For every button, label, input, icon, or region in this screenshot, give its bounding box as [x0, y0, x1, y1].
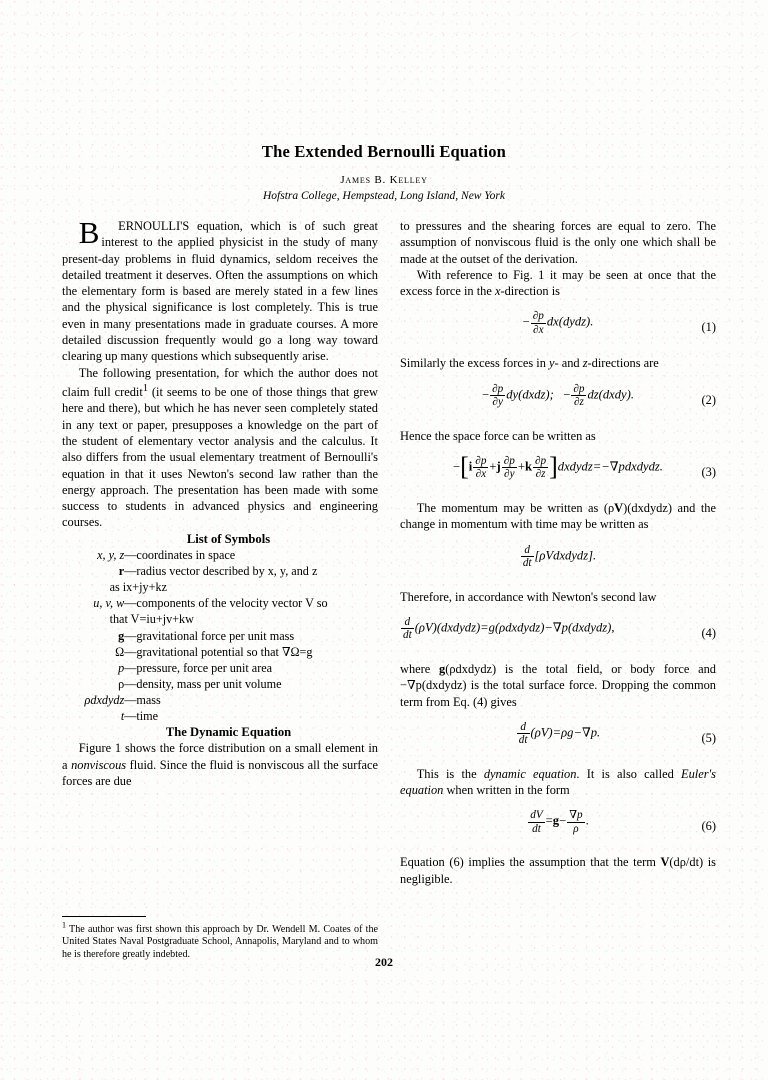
- eq2-numerator-2: ∂p: [573, 382, 585, 395]
- closing-velocity-symbol: V: [660, 855, 670, 870]
- symbol-term: x, y, z: [97, 548, 125, 563]
- fig-ref-text-b: -direction is: [500, 284, 560, 299]
- z-symbol: z: [582, 356, 588, 371]
- similarly-text-b: -directions are: [587, 356, 659, 371]
- symbol-term: ρ: [118, 676, 125, 691]
- symbol-continuation: as ix+jy+kz: [109, 580, 167, 595]
- equation-number-3: (3): [701, 465, 716, 480]
- eq6-period: .: [585, 813, 589, 828]
- eq3-numerator-x: ∂p: [475, 455, 487, 468]
- eq4a-tail: [ρVdxdydz].: [534, 548, 597, 563]
- symbol-term: ρdxdydz: [84, 692, 125, 707]
- symbol-dash: —: [124, 548, 137, 563]
- symbol-dash: —: [124, 628, 137, 643]
- momentum-text-a: The momentum may be written as (ρ: [416, 501, 615, 516]
- symbol-dash: —: [124, 564, 137, 579]
- page-number: 202: [375, 955, 393, 969]
- body-force-text-b: (ρdxdydz) is the total field, or body force and −∇p(dxdydz) is the total surface force. Dropping the common term from Eq. (4) gives: [400, 661, 716, 709]
- right-paragraph-9: [400, 854, 716, 887]
- eq2-denominator-1: ∂y: [490, 395, 505, 408]
- eq4-tail: (ρV)(dxdydz)=g(ρdxdydz)−∇p(dxdydz),: [414, 620, 615, 635]
- equation-1: [400, 310, 716, 344]
- dynamic-text-a: Figure 1 shows the force distribution on a small element in a: [62, 741, 378, 772]
- author-affiliation: Hofstra College, Hempstead, Long Island, New York: [262, 190, 506, 202]
- symbol-dash: —: [124, 660, 137, 675]
- list-item: [62, 563, 378, 595]
- section-heading-dynamic: The Dynamic Equation: [165, 725, 292, 740]
- eq3-lead-minus: −: [453, 459, 461, 474]
- gravity-vector-symbol: g: [439, 661, 446, 676]
- closing-text-b: (dρ/dt) is negligible.: [400, 855, 716, 886]
- eq3-fraction-z: [533, 455, 548, 480]
- list-item: [62, 692, 378, 708]
- author-name: James B. Kelley: [340, 174, 428, 186]
- symbol-dash: —: [124, 676, 137, 691]
- eq1-denominator: ∂x: [531, 323, 546, 336]
- symbol-definition: gravitational force per unit mass: [136, 628, 295, 643]
- symbol-term: t: [120, 709, 125, 723]
- list-item: [62, 628, 378, 644]
- eq3-numerator-y: ∂p: [503, 455, 515, 468]
- equation-momentum-rate: [400, 544, 716, 578]
- eq3-denominator-y: ∂y: [502, 467, 517, 480]
- eq5-tail: (ρV)=ρg−∇p.: [530, 725, 601, 740]
- eq3-numerator-z: ∂p: [534, 455, 547, 468]
- eq2-tail-2: dz(dxdy).: [587, 387, 634, 402]
- eq5-numerator: d: [520, 720, 526, 733]
- intro-paragraph: [62, 215, 378, 365]
- eq1-minus: −: [522, 314, 530, 329]
- dynamic-equation-term: dynamic equation: [483, 766, 577, 781]
- equation-number-6: (6): [701, 819, 716, 834]
- right-paragraph-6: Therefore, in accordance with Newton's second law: [400, 589, 657, 604]
- body-force-text-a: where: [400, 661, 440, 676]
- eq1-numerator: ∂p: [532, 310, 544, 323]
- right-paragraph-3: [400, 355, 716, 371]
- eq6-minus: −: [559, 813, 567, 828]
- right-paragraph-2: [400, 267, 716, 300]
- page-title: The Extended Bernoulli Equation: [261, 142, 507, 161]
- symbol-definition: components of the velocity vector V so: [136, 596, 328, 611]
- y-symbol: y: [549, 356, 555, 371]
- symbol-definition: radius vector described by x, y, and z: [136, 564, 318, 579]
- symbol-definition: time: [136, 709, 159, 723]
- eq3-fraction-x: [473, 455, 488, 480]
- credit-paragraph: [62, 365, 378, 531]
- symbol-list: [62, 547, 378, 724]
- eq2-fraction-1: [490, 383, 505, 408]
- eq6-fraction-left: [528, 809, 544, 834]
- right-paragraph-1: to pressures and the shearing forces are equal to zero. The assumption of nonviscous fluid is the only one which shall be made at the outset of the derivation.: [400, 219, 716, 266]
- footnote: [62, 916, 378, 961]
- eq5-fraction: [517, 721, 530, 746]
- equation-number-1: (1): [701, 320, 716, 335]
- symbol-term: g: [118, 628, 125, 643]
- symbol-dash: —: [124, 644, 137, 659]
- similarly-mid: - and: [554, 356, 583, 371]
- x-symbol: x: [494, 284, 501, 299]
- right-paragraph-5: [400, 500, 716, 533]
- eq6-denominator-right: ρ: [567, 822, 584, 835]
- credit-text-b: (it seems to be one of those things that grew here and there), but which he has never seen completely stated in any text or paper, presupposes a knowledge on the part of the student of elementary vector analysis and the calculus. It also differs from the usual elementary treatment of Bernoulli's equation in that it uses Newton's second law rather than the energy approach. The presentation has been made with some success to students in advanced physics and engineering courses.: [62, 385, 378, 530]
- eq6-equals: =: [545, 813, 553, 828]
- eq3-denominator-z: ∂z: [533, 467, 548, 480]
- list-item: [62, 660, 378, 676]
- eq3-tail: dxdydz=−∇pdxdydz.: [557, 459, 663, 474]
- footnote-reference[interactable]: 1: [142, 382, 148, 394]
- eq3-open-bracket: [: [460, 452, 469, 482]
- right-paragraph-8: [400, 766, 716, 799]
- credit-text-a: The following presentation, for which the author does not claim full credit: [62, 365, 378, 400]
- eq3-plus-1: +: [489, 459, 497, 474]
- symbol-term: u, v, w: [93, 596, 125, 611]
- eq3-close-bracket: ]: [549, 452, 558, 482]
- symbol-dash: —: [124, 709, 137, 723]
- eq4a-numerator: d: [524, 543, 530, 556]
- equation-4: [400, 616, 716, 650]
- eq3-unit-j: j: [496, 459, 501, 474]
- eq2-minus-1: −: [482, 387, 490, 402]
- symbol-dash: —: [124, 596, 137, 611]
- eq4a-denominator: dt: [522, 556, 532, 569]
- eq6-numerator-right: ∇p: [569, 809, 583, 822]
- equation-2: [400, 383, 716, 417]
- eq4-numerator: d: [404, 615, 411, 628]
- eq6-fraction-right: [567, 809, 584, 834]
- left-column: [62, 215, 378, 789]
- list-item: [62, 676, 378, 692]
- symbol-definition: coordinates in space: [136, 548, 236, 563]
- symbol-definition: density, mass per unit volume: [136, 676, 282, 691]
- list-item: [62, 708, 378, 724]
- list-item: [62, 644, 378, 660]
- equation-6: [400, 809, 716, 843]
- equation-number-2: (2): [701, 392, 716, 407]
- eq3-unit-i: i: [468, 459, 473, 474]
- dynamic-eq-text-a: This is the: [416, 766, 484, 781]
- right-paragraph-4: Hence the space force can be written as: [400, 428, 596, 443]
- symbol-term: Ω: [115, 644, 125, 659]
- eq3-fraction-y: [502, 455, 517, 480]
- equation-5: [400, 721, 716, 755]
- euler-equation-term: Euler's equation: [400, 766, 716, 798]
- eq2-numerator-1: ∂p: [492, 382, 504, 395]
- dynamic-emphasis: nonviscous: [71, 757, 127, 772]
- eq1-fraction: [531, 310, 546, 335]
- intro-smallcaps: ERNOULLI'S: [118, 219, 190, 233]
- symbol-term: r: [118, 564, 125, 579]
- symbol-definition: pressure, force per unit area: [136, 660, 273, 675]
- eq2-denominator-2: ∂z: [571, 395, 586, 408]
- footnote-rule: [62, 916, 146, 917]
- eq6-denominator-left: dt: [528, 822, 544, 835]
- symbol-definition: mass: [136, 692, 161, 707]
- eq4-fraction: [401, 616, 414, 641]
- footnote-marker: 1: [62, 921, 66, 930]
- symbol-term: p: [118, 660, 125, 675]
- section-heading-symbols: List of Symbols: [186, 531, 271, 546]
- eq1-tail: dx(dydz).: [546, 314, 594, 329]
- momentum-text-b: )(dxdydz) and the change in momentum with time may be written as: [400, 501, 716, 532]
- velocity-vector-symbol: V: [614, 501, 624, 516]
- eq2-fraction-2: [571, 383, 586, 408]
- list-item: [62, 547, 378, 563]
- dynamic-eq-mid: . It is also called: [576, 766, 681, 781]
- eq3-unit-k: k: [524, 459, 532, 474]
- eq4a-fraction: [521, 544, 534, 569]
- intro-body: equation, which is of such great interest to the applied physicist in the study of many present-day problems in fluid dynamics, seldom receives the detailed treatment it deserves. Often the assumptions on which the elementary form is based are merely stated in a few lines and the physical significance is lost completely. This is true even in many presentations made in graduate courses. A more detailed discussion frequently would go a long way toward clearing up many questions which subsequently arise.: [62, 219, 378, 364]
- equation-number-5: (5): [701, 730, 716, 745]
- dynamic-text-b: fluid. Since the fluid is nonviscous all the surface forces are due: [62, 757, 378, 788]
- dynamic-eq-text-b: when written in the form: [443, 783, 570, 798]
- equation-3: [400, 452, 716, 489]
- eq2-tail-1: dy(dxdz);: [506, 387, 554, 402]
- equation-number-4: (4): [701, 625, 716, 640]
- symbol-dash: —: [124, 692, 137, 707]
- list-item: [62, 595, 378, 627]
- dynamic-paragraph: [62, 740, 378, 789]
- right-paragraph-7: [400, 661, 716, 710]
- similarly-text-a: Similarly the excess forces in: [400, 356, 549, 371]
- eq6-numerator-left: dV: [530, 809, 543, 822]
- eq3-plus-2: +: [517, 459, 525, 474]
- eq2-minus-2: −: [563, 387, 571, 402]
- eq6-gravity-symbol: g: [552, 813, 560, 828]
- symbol-continuation: that V=iu+jv+kw: [109, 612, 194, 627]
- closing-text-a: Equation (6) implies the assumption that the term: [400, 855, 661, 870]
- eq3-denominator-x: ∂x: [473, 467, 488, 480]
- footnote-text: The author was first shown this approach by Dr. Wendell M. Coates of the United States Naval Postgraduate School, Annapolis, Maryland and to whom he is therefore greatly indebted.: [62, 924, 378, 960]
- symbol-definition: gravitational potential so that ∇Ω=g: [136, 644, 313, 659]
- eq5-denominator: dt: [518, 733, 528, 746]
- eq4-denominator: dt: [403, 629, 412, 642]
- right-column: [400, 218, 716, 887]
- fig-ref-text-a: With reference to Fig. 1 it may be seen at once that the excess force in the: [400, 267, 716, 299]
- drop-cap: B: [78, 215, 100, 250]
